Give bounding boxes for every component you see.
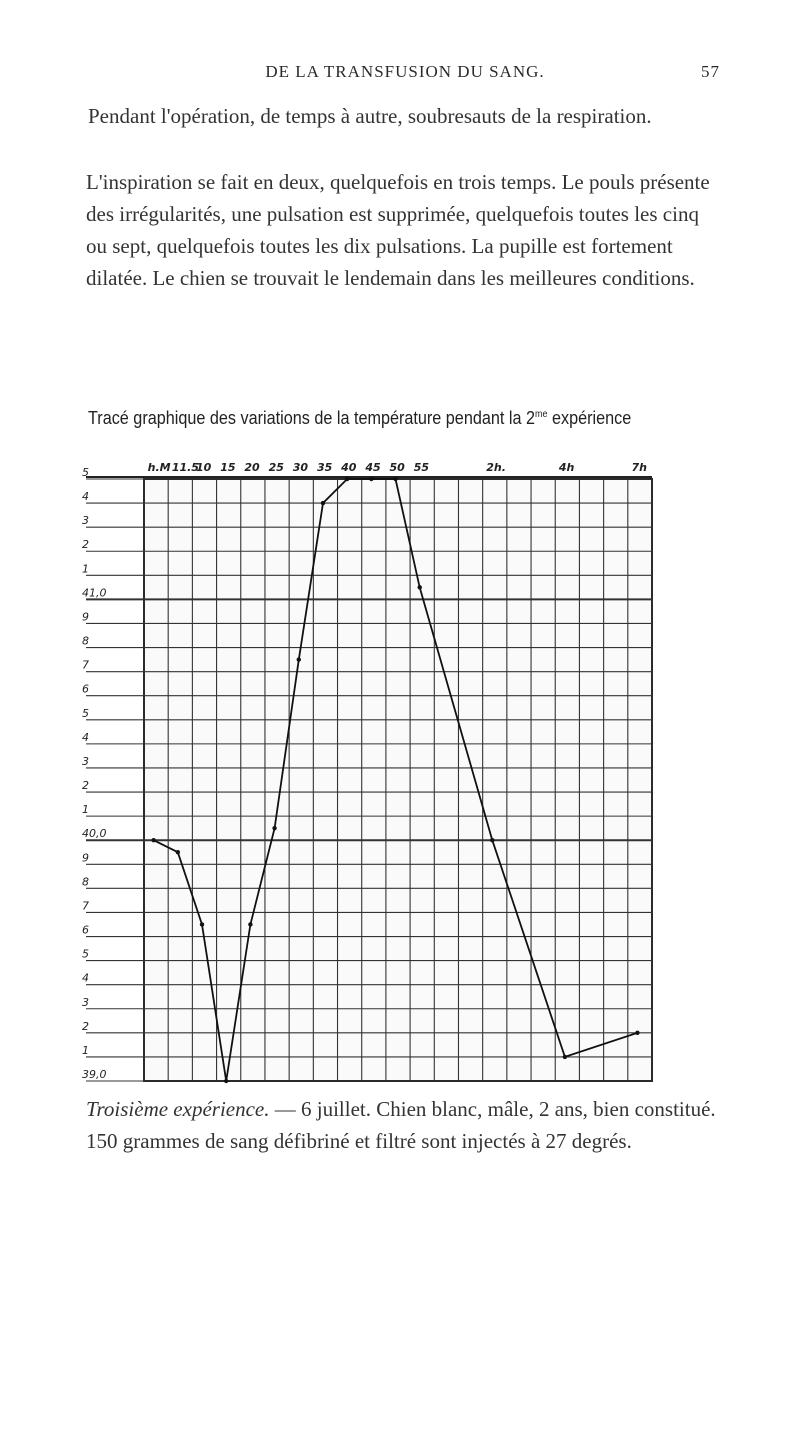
x-tick-label: 4h (558, 461, 575, 474)
running-header (90, 62, 720, 88)
temperature-point (272, 826, 276, 830)
y-tick-label: 4 (82, 971, 89, 985)
x-tick-label: 25 (268, 461, 284, 474)
y-tick-label: 3 (82, 514, 89, 528)
figure-caption-superscript: me (534, 409, 548, 420)
y-tick-label: 8 (82, 875, 89, 889)
x-tick-label: 55 (413, 461, 430, 474)
y-tick-label: 8 (82, 634, 89, 648)
x-tick-label: 45 (365, 461, 381, 474)
x-tick-label: 40 (341, 461, 357, 474)
x-tick-label: h.M (147, 461, 171, 474)
y-tick-label: 2 (82, 1019, 89, 1033)
temperature-point (393, 477, 397, 481)
paragraph-inspiration: L'inspiration se fait en deux, quelquefois en trois temps. Le pouls présente des irrégularités, une pulsation est supprimée, quelquefois toutes les cinq ou sept, quelquefois toutes les dix pulsations. La pupille est fortement dilatée. Le chien se trouvait le lendemain dans les meilleures conditions. (86, 170, 710, 290)
temperature-point (369, 477, 373, 481)
y-tick-label: 4 (82, 730, 89, 744)
temperature-point (635, 1031, 639, 1035)
x-tick-label: 35 (316, 461, 333, 474)
temperature-point (176, 850, 180, 854)
temperature-point (563, 1055, 567, 1059)
x-tick-label: 20 (244, 461, 260, 474)
temperature-point (224, 1079, 228, 1083)
y-tick-label: 3 (82, 754, 89, 768)
x-tick-label: 50 (389, 461, 405, 474)
x-tick-label: 15 (220, 461, 236, 474)
figure-caption-prefix: Tracé graphique des variations de la température pendant la 2 (88, 408, 535, 428)
third-experiment-paragraph (86, 1093, 726, 1157)
temperature-point (345, 477, 349, 481)
y-tick-label: 6 (82, 923, 89, 937)
x-tick-label: 2h. (486, 461, 506, 474)
y-tick-label: 5 (82, 466, 89, 479)
y-tick-label: 6 (82, 682, 89, 696)
y-tick-label: 9 (82, 851, 89, 865)
y-tick-label: 7 (82, 899, 89, 913)
paragraph-respiration: Pendant l'opération, de temps à autre, soubresauts de la respiration. (88, 104, 652, 128)
temperature-point (490, 838, 494, 842)
y-tick-label: 5 (82, 947, 89, 961)
running-title: DE LA TRANSFUSION DU SANG. (265, 62, 545, 81)
temperature-series-line (154, 479, 638, 1081)
y-tick-label: 3 (82, 995, 89, 1009)
y-tick-label: 2 (82, 779, 89, 793)
x-tick-label: 11.5 (171, 461, 199, 474)
figure-caption-suffix: expérience (547, 408, 632, 428)
y-tick-label: 9 (82, 610, 89, 624)
third-experiment-text: — 6 juillet. Chien blanc, mâle, 2 ans, bien constitué. 150 grammes de sang défibriné et filtré sont injectés à 27 degrés. (86, 1097, 716, 1153)
y-tick-label: 4 (82, 490, 89, 504)
figure-caption (88, 408, 664, 429)
temperature-point (200, 922, 204, 926)
y-tick-label: 5 (82, 706, 89, 720)
x-tick-label: 7h (631, 461, 647, 474)
x-tick-label: 30 (292, 461, 309, 474)
temperature-point (321, 501, 325, 505)
x-tick-label: 10 (196, 461, 212, 474)
y-tick-label: 1 (82, 803, 89, 817)
temperature-point (297, 657, 301, 661)
page-number: 57 (701, 62, 720, 81)
third-experiment-title: Troisième expérience. (86, 1097, 270, 1121)
chart-frame (144, 479, 652, 1081)
temperature-point (418, 585, 422, 589)
y-tick-label: 1 (82, 562, 89, 576)
y-tick-label: 2 (82, 538, 89, 552)
y-tick-label: 1 (82, 1043, 89, 1057)
y-tick-label: 40,0 (82, 827, 107, 841)
y-tick-label: 41,0 (82, 586, 107, 600)
temperature-point (151, 838, 155, 842)
y-tick-label: 39,0 (82, 1068, 107, 1081)
temperature-point (248, 922, 252, 926)
y-tick-label: 7 (82, 658, 89, 672)
